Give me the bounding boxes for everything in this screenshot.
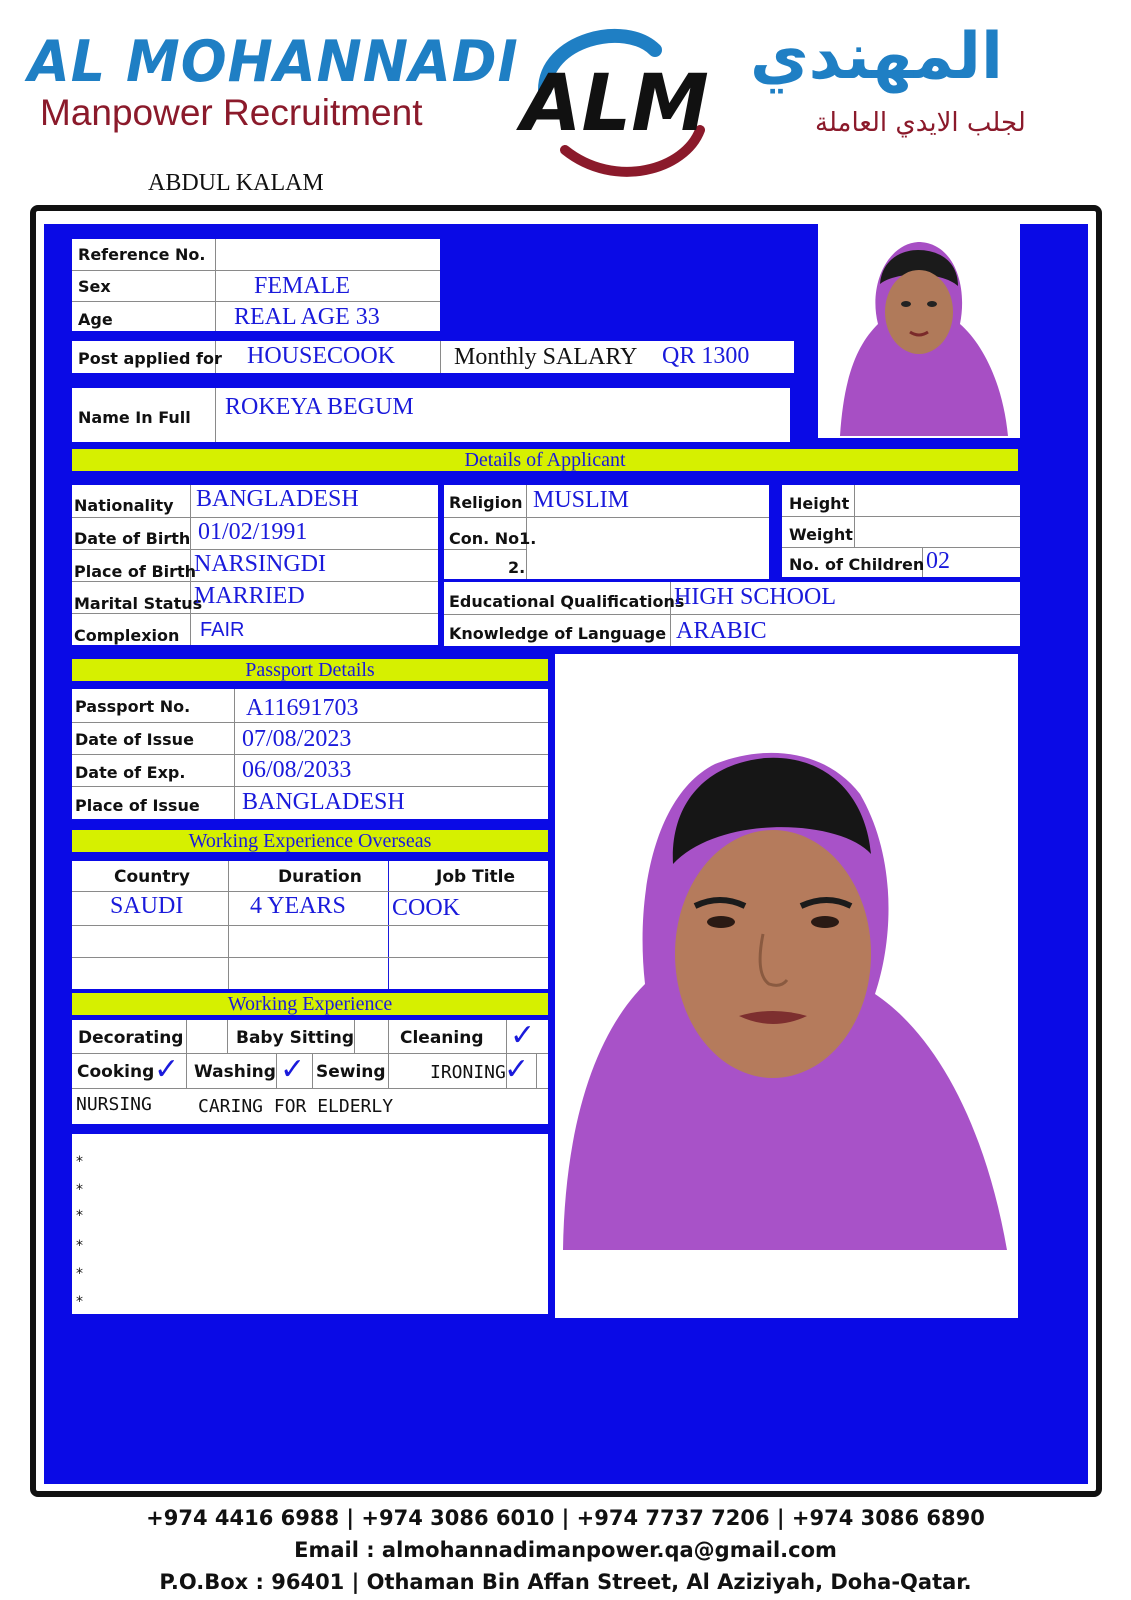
overseas-duration-cell: 4 YEARS (250, 893, 346, 919)
passport-title-bar: Passport Details (72, 659, 548, 681)
sex-label: Sex (78, 277, 111, 296)
alm-logo-text: ALM (521, 59, 709, 149)
sex-value: FEMALE (254, 273, 350, 299)
note-bullet: * (76, 1182, 83, 1198)
height-label: Height (789, 494, 850, 513)
pob-value: NARSINGDI (194, 551, 326, 577)
education-language-table (444, 582, 1020, 646)
religion-label: Religion (449, 493, 523, 512)
issue-place-label: Place of Issue (75, 796, 200, 815)
note-bullet: * (76, 1238, 83, 1254)
col-duration-header: Duration (278, 867, 362, 887)
small-photo-frame (818, 224, 1020, 438)
alm-logo (505, 20, 725, 180)
post-label: Post applied for (78, 349, 222, 368)
dob-label: Date of Birth (74, 529, 191, 548)
company-name-english: AL MOHANNADI (28, 28, 519, 95)
salary-label: Monthly SALARY (454, 344, 638, 370)
passport-no-label: Passport No. (75, 697, 191, 716)
footer-phones: +974 4416 6988 | +974 3086 6010 | +974 7737 7206 | +974 3086 6890 (146, 1506, 985, 1530)
issue-place-value: BANGLADESH (242, 789, 405, 815)
large-photo-frame (555, 654, 1018, 1318)
nationality-label: Nationality (74, 496, 174, 515)
marital-label: Marital Status (74, 594, 203, 613)
col-job-header: Job Title (436, 867, 515, 887)
applicant-photo-large (555, 654, 1018, 1318)
children-value: 02 (926, 548, 950, 574)
contact2-label: 2. (508, 558, 526, 577)
company-subtitle-english: Manpower Recruitment (40, 92, 423, 133)
skill-washing: Washing (194, 1062, 276, 1082)
passport-table (72, 689, 548, 819)
nationality-value: BANGLADESH (196, 486, 359, 512)
skill-ironing: IRONING (430, 1062, 506, 1083)
complexion-label: Complexion (74, 626, 180, 645)
issue-date-value: 07/08/2023 (242, 726, 352, 752)
applicant-photo-small (818, 224, 1020, 438)
ironing-check-icon: ✓ (504, 1052, 530, 1087)
overseas-title-bar: Working Experience Overseas (72, 830, 548, 852)
religion-table (444, 485, 769, 579)
language-label: Knowledge of Language (449, 624, 667, 643)
education-label: Educational Qualifications (449, 592, 685, 611)
age-value: REAL AGE 33 (234, 304, 380, 330)
reference-label: Reference No. (78, 245, 206, 264)
overseas-table (72, 861, 548, 989)
dob-value: 01/02/1991 (198, 519, 308, 545)
contact1-label: Con. No1. (449, 529, 537, 548)
company-name-arabic: المهندي (750, 20, 1003, 94)
passport-no-value: A11691703 (246, 695, 359, 721)
experience-title-bar: Working Experience (72, 993, 548, 1015)
religion-value: MUSLIM (533, 487, 630, 513)
col-country-header: Country (114, 867, 190, 887)
children-label: No. of Children (789, 555, 925, 574)
basic-info-table (72, 239, 440, 331)
washing-check-icon: ✓ (280, 1052, 306, 1087)
note-bullet: * (76, 1208, 83, 1224)
expiry-date-label: Date of Exp. (75, 763, 186, 782)
age-label: Age (78, 310, 113, 329)
note-bullet: * (76, 1294, 83, 1310)
skill-baby-sitting: Baby Sitting (236, 1028, 355, 1048)
skill-cooking: Cooking (77, 1062, 155, 1082)
weight-label: Weight (789, 525, 853, 544)
notes-box (72, 1134, 548, 1314)
issue-date-label: Date of Issue (75, 730, 194, 749)
footer-address: P.O.Box : 96401 | Othaman Bin Affan Street, Al Aziziyah, Doha-Qatar. (159, 1570, 972, 1594)
details-left-table (72, 485, 438, 645)
details-title-bar: Details of Applicant (72, 449, 1018, 471)
marital-value: MARRIED (194, 583, 305, 609)
post-row (72, 341, 794, 373)
complexion-value: FAIR (200, 619, 245, 641)
name-value: ROKEYA BEGUM (225, 394, 414, 420)
post-value: HOUSECOOK (247, 343, 396, 369)
name-row (72, 388, 790, 442)
height-weight-table (782, 485, 1020, 577)
cleaning-check-icon: ✓ (510, 1018, 536, 1053)
cooking-check-icon: ✓ (154, 1052, 180, 1087)
skill-sewing: Sewing (316, 1062, 386, 1082)
footer-email: Email : almohannadimanpower.qa@gmail.com (294, 1538, 837, 1562)
expiry-date-value: 06/08/2033 (242, 757, 352, 783)
agent-name: ABDUL KALAM (148, 170, 324, 196)
language-value: ARABIC (676, 618, 767, 644)
overseas-job-cell: COOK (392, 895, 461, 921)
note-bullet: * (76, 1154, 83, 1170)
note-bullet: * (76, 1266, 83, 1282)
company-subtitle-arabic: لجلب الايدي العاملة (815, 108, 1026, 138)
name-label: Name In Full (78, 408, 191, 427)
salary-value: QR 1300 (662, 343, 750, 369)
skill-decorating: Decorating (78, 1028, 184, 1048)
pob-label: Place of Birth (74, 562, 197, 581)
skill-nursing: NURSING (76, 1094, 152, 1115)
skill-cleaning: Cleaning (400, 1028, 484, 1048)
experience-table (72, 1020, 548, 1124)
skill-caring-elderly: CARING FOR ELDERLY (198, 1096, 394, 1117)
education-value: HIGH SCHOOL (674, 584, 836, 610)
overseas-country-cell: SAUDI (110, 893, 184, 919)
